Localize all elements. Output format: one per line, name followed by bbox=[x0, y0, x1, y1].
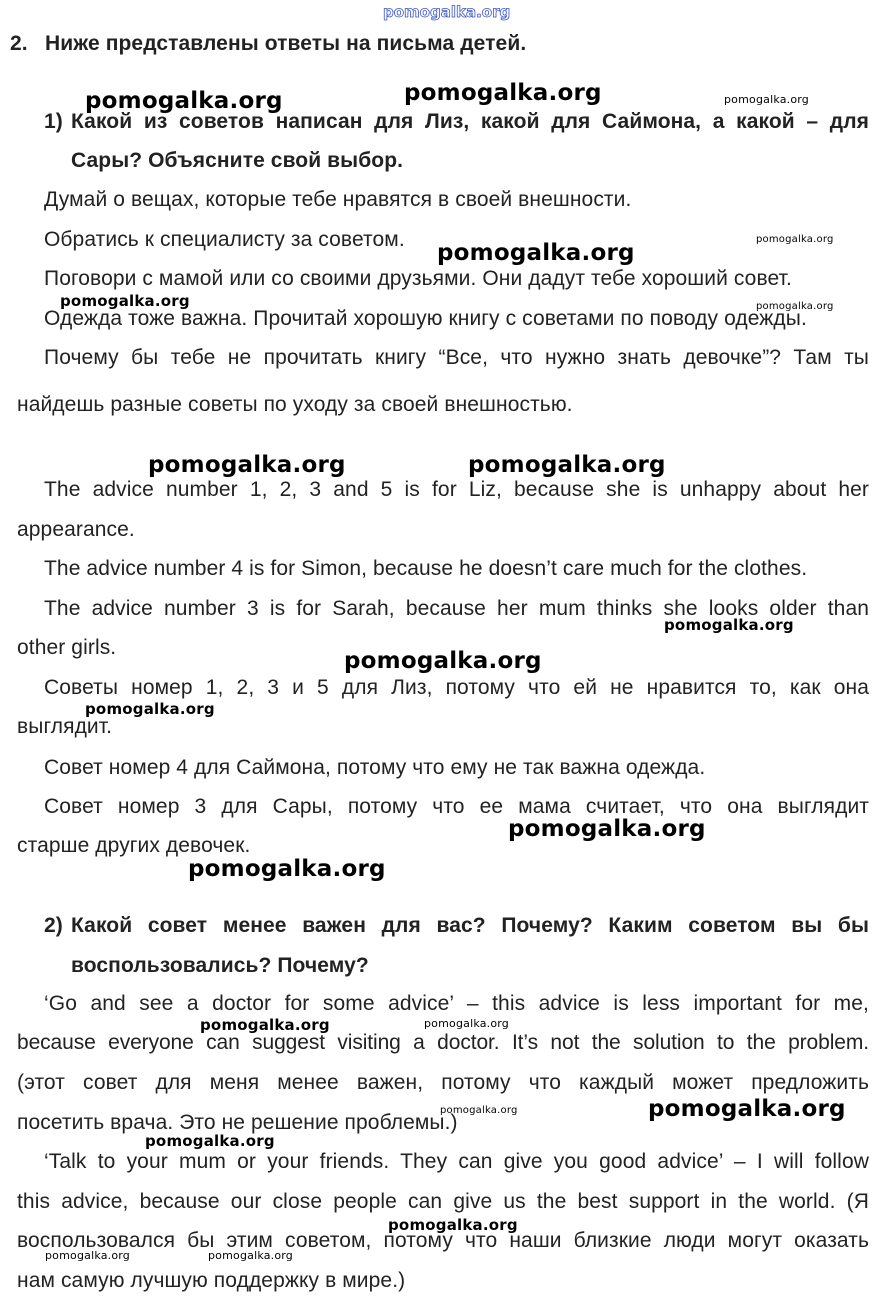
watermark: pomogalka.org bbox=[508, 816, 706, 842]
advice-4: Одежда тоже важна. Прочитай хорошую книгу с советами по поводу одежды. bbox=[44, 307, 807, 330]
advice-5-line-2: найдешь разные советы по уходу за своей внешностью. bbox=[17, 393, 573, 416]
task-number: 2. bbox=[10, 32, 28, 55]
answer2-line-3: (этот совет для меня менее важен, потому что каждый может предложить bbox=[17, 1071, 869, 1094]
q1-line-2: Сары? Объясните свой выбор. bbox=[71, 149, 404, 172]
answer1-ru-line-1: Советы номер 1, 2, 3 и 5 для Лиз, потому что ей не нравится то, как она bbox=[44, 676, 869, 699]
watermark: pomogalka.org bbox=[756, 301, 834, 312]
watermark: pomogalka.org bbox=[724, 93, 809, 106]
answer2-line-1: ‘Go and see a doctor for some advice’ – this advice is less important for me, bbox=[44, 992, 869, 1015]
answer2-line-4: посетить врача. Это не решение проблемы.) bbox=[17, 1111, 458, 1134]
advice-1: Думай о вещах, которые тебе нравятся в своей внешности. bbox=[44, 188, 632, 211]
answer2-line-2: because everyone can suggest visiting a doctor. It’s not the solution to the problem. bbox=[17, 1031, 869, 1054]
answer2-line-5: ‘Talk to your mum or your friends. They can give you good advice’ – I will follow bbox=[44, 1150, 869, 1173]
answer1-en-line-3: The advice number 4 is for Simon, because he doesn’t care much for the clothes. bbox=[44, 557, 808, 580]
answer1-ru-line-4: Совет номер 3 для Сары, потому что ее мама считает, что она выглядит bbox=[44, 795, 869, 818]
q2-line-2: воспользовались? Почему? bbox=[71, 954, 369, 977]
watermark: pomogalka.org bbox=[188, 856, 386, 882]
watermark: pomogalka.org bbox=[208, 1249, 293, 1262]
watermark: pomogalka.org bbox=[344, 648, 542, 674]
watermark: pomogalka.org bbox=[440, 1105, 518, 1116]
advice-2: Обратись к специалисту за советом. bbox=[44, 228, 405, 251]
watermark: pomogalka.org bbox=[388, 1216, 518, 1234]
task-title: Ниже представлены ответы на письма детей. bbox=[45, 32, 527, 55]
watermark: pomogalka.org bbox=[200, 1016, 330, 1034]
watermark: pomogalka.org bbox=[85, 88, 283, 114]
answer1-ru-line-3: Совет номер 4 для Саймона, потому что ему не так важна одежда. bbox=[44, 756, 706, 779]
q2-number: 2) bbox=[44, 914, 63, 937]
advice-3: Поговори с мамой или со своими друзьями. Они дадут тебе хороший совет. bbox=[44, 267, 792, 290]
answer1-en-line-4: The advice number 3 is for Sarah, because her mum thinks she looks older than bbox=[44, 597, 869, 620]
watermark: pomogalka.org bbox=[45, 1249, 130, 1262]
watermark: pomogalka.org bbox=[148, 452, 346, 478]
answer1-en-line-5: other girls. bbox=[17, 636, 117, 659]
header-watermark: pomogalka.org bbox=[383, 3, 511, 21]
watermark: pomogalka.org bbox=[756, 234, 834, 245]
answer1-ru-line-2: выглядит. bbox=[17, 715, 113, 738]
answer2-line-7: воспользовался бы этим советом, потому что наши близкие люди могут оказать bbox=[17, 1229, 869, 1252]
watermark: pomogalka.org bbox=[60, 292, 190, 310]
watermark: pomogalka.org bbox=[145, 1132, 275, 1150]
watermark: pomogalka.org bbox=[648, 1096, 846, 1122]
q1-number: 1) bbox=[44, 110, 63, 133]
advice-5-line-1: Почему бы тебе не прочитать книгу “Все, что нужно знать девочке”? Там ты bbox=[44, 346, 869, 369]
watermark: pomogalka.org bbox=[404, 80, 602, 106]
watermark: pomogalka.org bbox=[437, 240, 635, 266]
answer1-en-line-2: appearance. bbox=[17, 518, 135, 541]
answer1-en-line-1: The advice number 1, 2, 3 and 5 is for Liz, because she is unhappy about her bbox=[44, 478, 869, 501]
answer2-line-8: нам самую лучшую поддержку в мире.) bbox=[17, 1269, 406, 1292]
watermark: pomogalka.org bbox=[468, 452, 666, 478]
watermark: pomogalka.org bbox=[424, 1017, 509, 1030]
watermark: pomogalka.org bbox=[85, 700, 215, 718]
q2-line-1: Какой совет менее важен для вас? Почему? Каким советом вы бы bbox=[71, 914, 869, 937]
answer2-line-6: this advice, because our close people can give us the best support in the world. (Я bbox=[17, 1190, 869, 1213]
watermark: pomogalka.org bbox=[664, 616, 794, 634]
answer1-ru-line-5: старше других девочек. bbox=[17, 834, 251, 857]
q1-line-1: Какой из советов написан для Лиз, какой для Саймона, а какой – для bbox=[71, 110, 869, 133]
